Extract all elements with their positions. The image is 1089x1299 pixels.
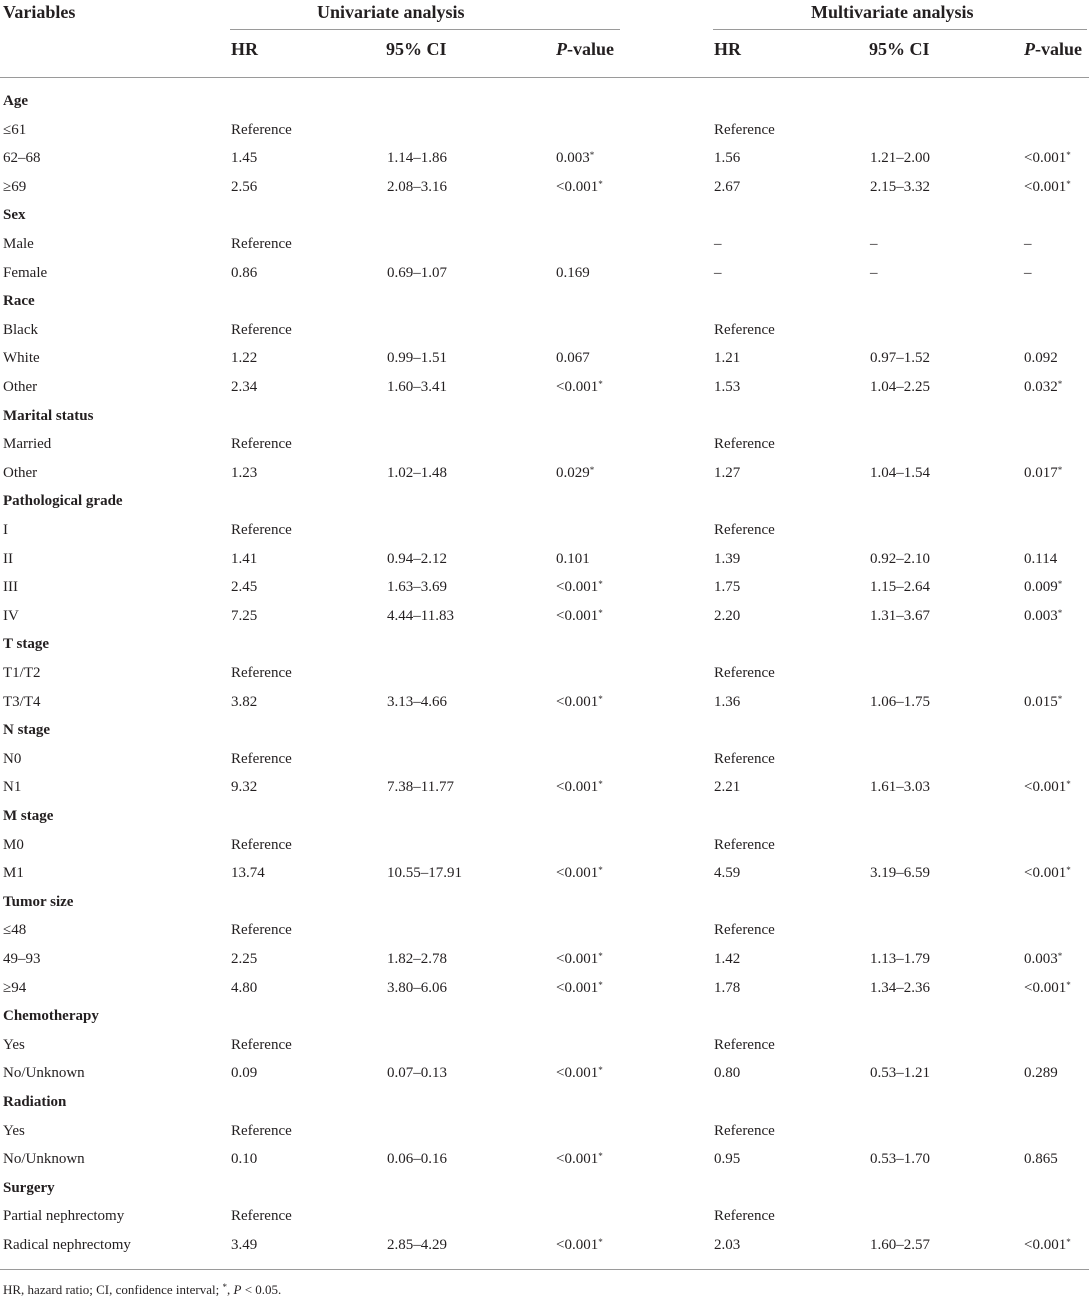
table-row [0, 573, 1089, 602]
table-group-row [0, 1088, 1089, 1117]
cell-univariate-hr: Reference [231, 436, 292, 453]
cell-variable: Other [3, 464, 38, 481]
table-group-row [0, 402, 1089, 431]
cell-univariate-hr: 0.86 [231, 264, 258, 281]
cell-multivariate-hr: 2.21 [714, 779, 741, 796]
cell-univariate-p: <0.001* [556, 1237, 603, 1253]
header-u-pvalue [556, 36, 614, 62]
cell-variable: White [3, 350, 40, 367]
cell-multivariate-ci: 0.97–1.52 [870, 350, 930, 367]
cell-variable: 49–93 [3, 951, 41, 967]
table-row [0, 831, 1089, 860]
cell-multivariate-hr: 1.53 [714, 379, 741, 395]
cell-univariate-hr: Reference [231, 522, 292, 538]
cell-variable: N stage [3, 722, 51, 739]
cell-multivariate-p: 0.017* [1024, 464, 1063, 481]
cell-univariate-hr: 1.22 [231, 350, 258, 367]
table-row [0, 1117, 1089, 1146]
cell-univariate-ci: 1.60–3.41 [387, 379, 447, 395]
cell-multivariate-hr: 1.56 [714, 150, 741, 167]
cell-univariate-p: <0.001* [556, 693, 603, 710]
cell-multivariate-p: <0.001* [1024, 865, 1071, 882]
cell-multivariate-hr: 2.20 [714, 607, 741, 624]
cell-univariate-ci: 2.08–3.16 [387, 178, 447, 195]
cell-variable: Radical nephrectomy [3, 1237, 131, 1253]
table-row [0, 316, 1089, 345]
cell-variable: Pathological grade [3, 493, 123, 510]
cell-variable: Age [3, 93, 28, 109]
cell-univariate-hr: 7.25 [231, 607, 258, 624]
cell-univariate-hr: Reference [231, 836, 292, 853]
table-row [0, 1145, 1089, 1174]
cell-multivariate-hr: 4.59 [714, 865, 741, 882]
table-group-row [0, 1002, 1089, 1031]
table-group-row [0, 802, 1089, 831]
cell-variable: Black [3, 321, 38, 338]
cell-multivariate-hr: 1.27 [714, 464, 741, 481]
cell-multivariate-ci: – [870, 264, 878, 281]
table-row [0, 459, 1089, 488]
cell-multivariate-hr: 0.95 [714, 1151, 741, 1168]
table-group-row [0, 487, 1089, 516]
univariate-underline [230, 29, 620, 30]
table-row [0, 1202, 1089, 1231]
cell-univariate-hr: Reference [231, 321, 292, 338]
cell-univariate-ci: 0.07–0.13 [387, 1065, 447, 1082]
cell-multivariate-ci: 1.15–2.64 [870, 579, 930, 596]
cell-variable: Race [3, 293, 35, 310]
table-group-row [0, 87, 1089, 116]
cell-multivariate-p: <0.001* [1024, 979, 1071, 996]
cell-univariate-hr: 9.32 [231, 779, 258, 796]
cell-variable: M stage [3, 808, 54, 824]
cell-multivariate-hr: – [714, 236, 722, 252]
cell-multivariate-hr: 1.42 [714, 951, 741, 967]
cell-univariate-p: <0.001* [556, 579, 603, 596]
cell-univariate-hr: 2.25 [231, 951, 258, 967]
cell-variable: Partial nephrectomy [3, 1208, 125, 1225]
cell-univariate-hr: Reference [231, 121, 292, 138]
cell-univariate-hr: 2.56 [231, 178, 258, 195]
cell-multivariate-p: – [1024, 264, 1032, 281]
cell-univariate-ci: 3.13–4.66 [387, 693, 447, 710]
cell-univariate-hr: 0.10 [231, 1151, 258, 1168]
cell-univariate-p: <0.001* [556, 865, 603, 882]
cell-variable: M0 [3, 836, 24, 853]
cell-variable: I [3, 522, 8, 538]
header-u-ci: 95% CI [386, 39, 447, 59]
cell-multivariate-ci: 0.92–2.10 [870, 550, 930, 567]
cell-variable: Chemotherapy [3, 1008, 99, 1025]
cell-variable: Marital status [3, 407, 94, 424]
footnote-asterisk: * [222, 1282, 227, 1292]
cell-univariate-ci: 10.55–17.91 [387, 865, 462, 882]
cell-univariate-ci: 3.80–6.06 [387, 979, 447, 996]
cell-univariate-hr: 0.09 [231, 1065, 258, 1082]
table-row [0, 545, 1089, 574]
cell-multivariate-ci: 0.53–1.70 [870, 1151, 930, 1168]
cell-multivariate-hr: Reference [714, 1122, 775, 1139]
table-row [0, 745, 1089, 774]
header-m-p-italic: P [1024, 39, 1035, 59]
header-variables: Variables [3, 2, 76, 22]
table-row [0, 373, 1089, 402]
footnote-sep: , [226, 1282, 234, 1297]
table-row [0, 116, 1089, 145]
cell-multivariate-p: <0.001* [1024, 1237, 1071, 1253]
cell-univariate-hr: Reference [231, 236, 292, 252]
cell-multivariate-hr: 1.75 [714, 579, 741, 596]
cell-multivariate-p: <0.001* [1024, 178, 1071, 195]
cell-variable: N1 [3, 779, 22, 796]
cell-multivariate-p: 0.092 [1024, 350, 1058, 367]
cell-multivariate-ci: 1.21–2.00 [870, 150, 930, 167]
cell-multivariate-ci: 1.61–3.03 [870, 779, 930, 796]
cell-variable: II [3, 550, 13, 567]
table-row [0, 259, 1089, 288]
table-group-row [0, 201, 1089, 230]
cell-variable: Sex [3, 207, 26, 224]
cell-multivariate-hr: 2.67 [714, 178, 741, 195]
cell-variable: Married [3, 436, 52, 453]
cell-variable: ≤48 [3, 922, 27, 939]
cell-univariate-hr: Reference [231, 1122, 292, 1139]
cell-univariate-ci: 0.69–1.07 [387, 264, 447, 281]
cell-variable: Tumor size [3, 893, 74, 910]
table-row [0, 144, 1089, 173]
cell-univariate-ci: 2.85–4.29 [387, 1237, 447, 1253]
cell-multivariate-hr: 1.21 [714, 350, 741, 367]
cell-multivariate-hr: Reference [714, 321, 775, 338]
cell-univariate-p: 0.029* [556, 464, 595, 481]
header-multivariate: Multivariate analysis [811, 2, 974, 22]
cell-multivariate-hr: Reference [714, 522, 775, 538]
table-row [0, 602, 1089, 631]
table-row [0, 1031, 1089, 1060]
table-row [0, 773, 1089, 802]
cell-variable: ≥69 [3, 178, 27, 195]
cell-multivariate-ci: 1.31–3.67 [870, 607, 930, 624]
cell-univariate-ci: 1.14–1.86 [387, 150, 447, 167]
cell-univariate-hr: Reference [231, 750, 292, 767]
footnote-rest: < 0.05. [241, 1282, 282, 1297]
cell-multivariate-ci: 1.04–2.25 [870, 379, 930, 395]
cell-multivariate-p: – [1024, 236, 1032, 252]
cell-variable: Surgery [3, 1179, 55, 1196]
cell-univariate-ci: 7.38–11.77 [387, 779, 454, 796]
cell-multivariate-p: 0.015* [1024, 693, 1063, 710]
cell-variable: N0 [3, 750, 22, 767]
header-m-ci: 95% CI [869, 39, 930, 59]
header-u-p-rest: -value [567, 39, 614, 59]
table-group-row [0, 1174, 1089, 1203]
cell-univariate-hr: 2.34 [231, 379, 258, 395]
cell-multivariate-hr: Reference [714, 436, 775, 453]
cell-multivariate-hr: Reference [714, 922, 775, 939]
footnote [3, 1281, 281, 1299]
cell-multivariate-ci: 3.19–6.59 [870, 865, 930, 882]
cell-univariate-ci: 0.94–2.12 [387, 550, 447, 567]
cell-univariate-p: <0.001* [556, 779, 603, 796]
cell-multivariate-p: 0.289 [1024, 1065, 1058, 1082]
header-u-hr: HR [231, 39, 258, 59]
cell-multivariate-p: 0.865 [1024, 1151, 1058, 1168]
table-row [0, 945, 1089, 974]
cell-variable: 62–68 [3, 150, 41, 167]
cell-multivariate-hr: Reference [714, 1036, 775, 1053]
cell-univariate-hr: 4.80 [231, 979, 258, 996]
cell-univariate-ci: 1.02–1.48 [387, 464, 447, 481]
footnote-text: HR, hazard ratio; CI, confidence interval; [3, 1282, 223, 1297]
table-group-row [0, 630, 1089, 659]
cell-univariate-p: <0.001* [556, 1065, 603, 1082]
cell-univariate-hr: Reference [231, 1036, 292, 1053]
table-row [0, 430, 1089, 459]
cell-multivariate-hr: Reference [714, 1208, 775, 1225]
table-group-row [0, 716, 1089, 745]
cell-multivariate-hr: 0.80 [714, 1065, 741, 1082]
cell-univariate-hr: Reference [231, 665, 292, 681]
cell-multivariate-ci: 1.34–2.36 [870, 979, 930, 996]
cell-univariate-p: 0.067 [556, 350, 590, 367]
table-row [0, 688, 1089, 717]
cell-variable: Yes [3, 1036, 25, 1053]
table-row [0, 230, 1089, 259]
footnote-p: P [233, 1282, 242, 1297]
cell-univariate-hr: 1.45 [231, 150, 258, 167]
cell-variable: III [3, 579, 18, 596]
table-group-row [0, 888, 1089, 917]
cell-univariate-p: 0.169 [556, 264, 590, 281]
cell-univariate-hr: 3.49 [231, 1237, 258, 1253]
cell-univariate-hr: Reference [231, 1208, 292, 1225]
cell-multivariate-ci: 1.06–1.75 [870, 693, 930, 710]
cell-variable: M1 [3, 865, 24, 882]
cell-univariate-hr: 2.45 [231, 579, 258, 596]
cell-variable: ≤61 [3, 121, 27, 138]
table-row [0, 916, 1089, 945]
cell-multivariate-p: <0.001* [1024, 779, 1071, 796]
cell-variable: IV [3, 607, 19, 624]
cell-univariate-ci: 4.44–11.83 [387, 607, 454, 624]
cell-multivariate-p: 0.009* [1024, 579, 1063, 596]
table-row [0, 344, 1089, 373]
cell-variable: Other [3, 379, 38, 395]
cell-univariate-p: <0.001* [556, 607, 603, 624]
cell-multivariate-ci: 1.04–1.54 [870, 464, 930, 481]
cell-multivariate-p: 0.114 [1024, 550, 1058, 567]
cell-variable: Yes [3, 1122, 25, 1139]
cell-variable: T1/T2 [3, 665, 41, 681]
cell-multivariate-ci: 1.13–1.79 [870, 951, 930, 967]
cell-variable: T3/T4 [3, 693, 41, 710]
cell-multivariate-p: 0.003* [1024, 607, 1063, 624]
header-u-p-italic: P [556, 39, 567, 59]
cell-multivariate-ci: – [870, 236, 878, 252]
header-m-p-rest: -value [1035, 39, 1082, 59]
header-univariate: Univariate analysis [317, 2, 465, 22]
cell-univariate-p: <0.001* [556, 178, 603, 195]
cell-variable: No/Unknown [3, 1151, 85, 1168]
cell-univariate-hr: 13.74 [231, 865, 265, 882]
cell-univariate-ci: 1.82–2.78 [387, 951, 447, 967]
cell-univariate-ci: 1.63–3.69 [387, 579, 447, 596]
cell-univariate-hr: 3.82 [231, 693, 258, 710]
multivariate-underline [713, 29, 1087, 30]
cell-multivariate-hr: 2.03 [714, 1237, 741, 1253]
table-row [0, 859, 1089, 888]
cell-multivariate-ci: 0.53–1.21 [870, 1065, 930, 1082]
cell-univariate-p: 0.101 [556, 550, 590, 567]
table-row [0, 659, 1089, 688]
header-bottom-rule [0, 77, 1089, 78]
cell-multivariate-p: 0.003* [1024, 951, 1063, 967]
table-row [0, 516, 1089, 545]
header-m-hr: HR [714, 39, 741, 59]
cell-univariate-hr: 1.23 [231, 464, 258, 481]
cell-multivariate-p: <0.001* [1024, 150, 1071, 167]
cell-multivariate-hr: – [714, 264, 722, 281]
cell-multivariate-ci: 2.15–3.32 [870, 178, 930, 195]
cell-univariate-hr: Reference [231, 922, 292, 939]
table-row [0, 974, 1089, 1003]
cell-multivariate-hr: 1.39 [714, 550, 741, 567]
cell-multivariate-hr: Reference [714, 750, 775, 767]
cell-multivariate-hr: Reference [714, 836, 775, 853]
header-m-pvalue [1024, 36, 1082, 62]
cell-variable: ≥94 [3, 979, 27, 996]
cell-variable: Radiation [3, 1094, 67, 1110]
cell-univariate-p: <0.001* [556, 951, 603, 967]
cell-univariate-p: <0.001* [556, 379, 603, 395]
table-row [0, 1231, 1089, 1260]
cell-multivariate-hr: Reference [714, 121, 775, 138]
cell-variable: Female [3, 264, 48, 281]
cell-variable: Male [3, 236, 34, 252]
table-row [0, 173, 1089, 202]
cell-univariate-ci: 0.06–0.16 [387, 1151, 447, 1168]
cell-multivariate-hr: 1.78 [714, 979, 741, 996]
cell-variable: No/Unknown [3, 1065, 85, 1082]
cell-univariate-p: 0.003* [556, 150, 595, 167]
cell-multivariate-ci: 1.60–2.57 [870, 1237, 930, 1253]
cell-univariate-hr: 1.41 [231, 550, 258, 567]
table-group-row [0, 287, 1089, 316]
cell-univariate-p: <0.001* [556, 979, 603, 996]
cell-univariate-p: <0.001* [556, 1151, 603, 1168]
table-row [0, 1059, 1089, 1088]
cell-univariate-ci: 0.99–1.51 [387, 350, 447, 367]
cell-multivariate-p: 0.032* [1024, 379, 1063, 395]
cell-variable: T stage [3, 636, 49, 653]
cell-multivariate-hr: Reference [714, 665, 775, 681]
table-bottom-rule [0, 1269, 1089, 1270]
cell-multivariate-hr: 1.36 [714, 693, 741, 710]
